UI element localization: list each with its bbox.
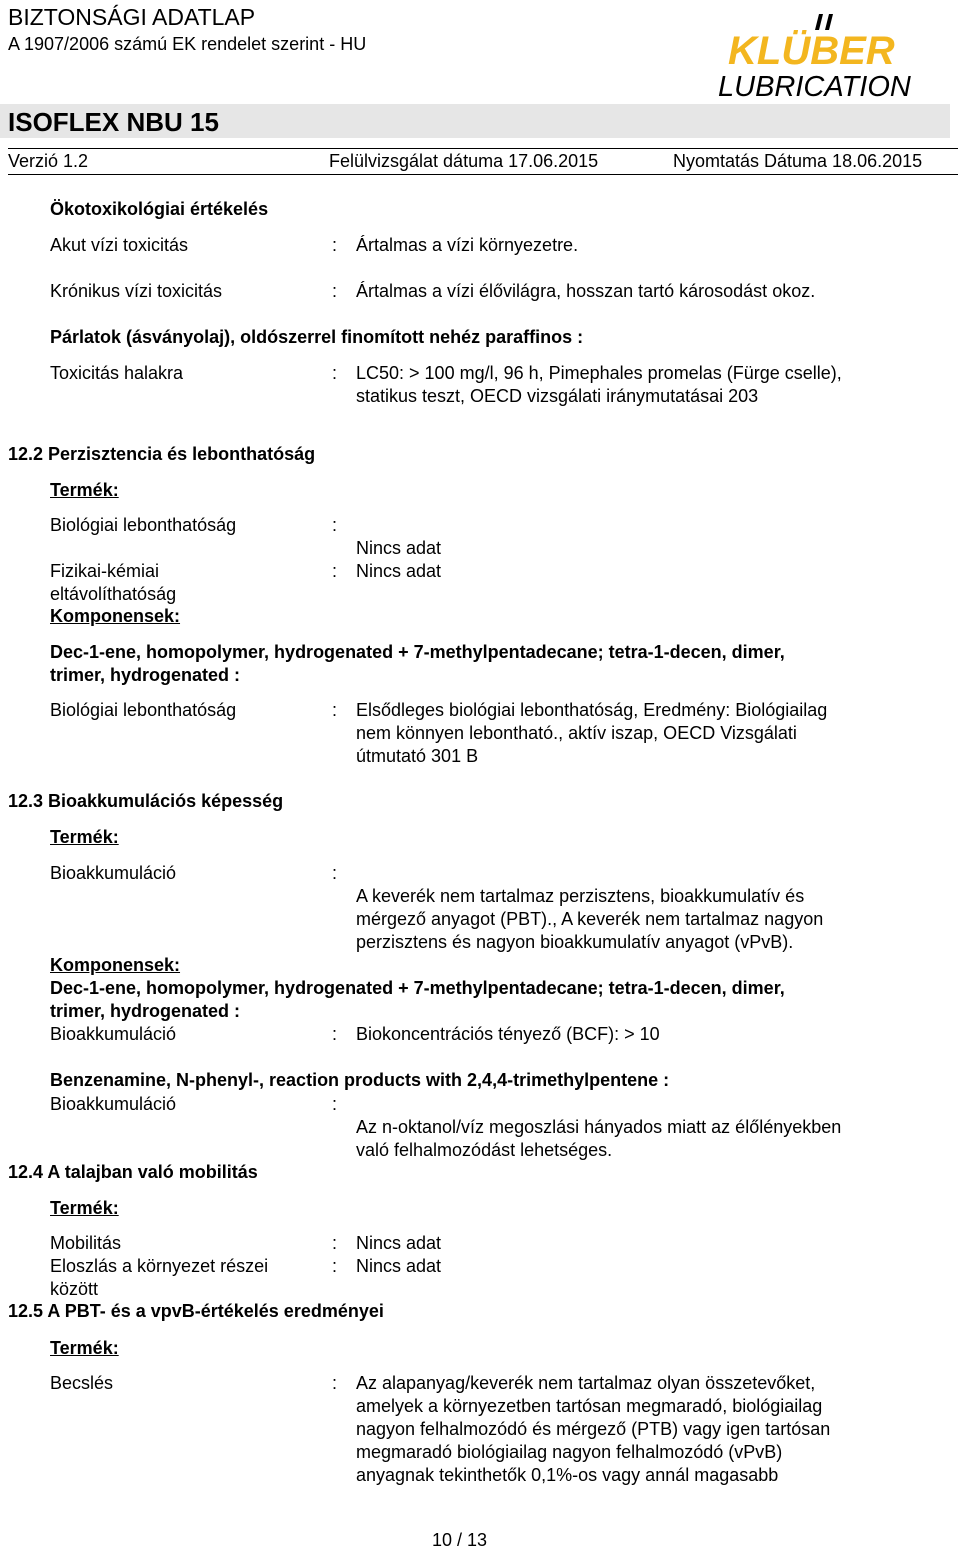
component-name-line-2: trimer, hydrogenated : bbox=[50, 665, 241, 685]
components-label: Komponensek: bbox=[50, 606, 181, 626]
fish-toxicity-value-line-1: LC50: > 100 mg/l, 96 h, Pimephales promelas (Fürge cselle), bbox=[356, 363, 842, 383]
biodegradability-label: Biológiai lebonthatóság bbox=[50, 515, 237, 535]
header-rule-bottom bbox=[8, 174, 958, 175]
colon: : bbox=[332, 363, 338, 383]
assessment-value-line-2: amelyek a környezetben tartósan megmaradó, biológiailag bbox=[356, 1396, 823, 1416]
eco-heading: Ökotoxikológiai értékelés bbox=[50, 199, 269, 219]
colon: : bbox=[332, 1094, 338, 1114]
assessment-label: Becslés bbox=[50, 1373, 114, 1393]
product-label: Termék: bbox=[50, 1338, 119, 1358]
physchem-removal-label-line-1: Fizikai-kémiai bbox=[50, 561, 160, 581]
header-rule-top bbox=[8, 148, 958, 149]
logo-wordmark: KLÜBER bbox=[728, 29, 895, 73]
distribution-label-line-2: között bbox=[50, 1279, 99, 1299]
bioaccumulation-value-line-3: perzisztens és nagyon bioakkumulatív anyagot (vPvB). bbox=[356, 932, 794, 952]
benzenamine-bioaccumulation-value-line-1: Az n-oktanol/víz megoszlási hányados miatt az élőlényekben bbox=[356, 1117, 842, 1137]
component-name-line-1: Dec-1-ene, homopolymer, hydrogenated + 7-methylpentadecane; tetra-1-decen, dimer, bbox=[50, 642, 785, 662]
bioaccumulation-value-line-2: mérgező anyagot (PBT)., A keverék nem tartalmaz nagyon bbox=[356, 909, 824, 929]
benzenamine-bioaccumulation-value-line-2: való felhalmozódást lehetséges. bbox=[356, 1140, 613, 1160]
colon: : bbox=[332, 281, 338, 301]
product-label: Termék: bbox=[50, 827, 119, 847]
component-biodegradability-value-line-1: Elsődleges biológiai lebonthatóság, Eredmény: Biológiailag bbox=[356, 700, 828, 720]
colon: : bbox=[332, 1233, 338, 1253]
colon: : bbox=[332, 1024, 338, 1044]
component-biodegradability-label: Biológiai lebonthatóság bbox=[50, 700, 237, 720]
component-name-benzenamine: Benzenamine, N-phenyl-, reaction products with 2,4,4-trimethylpentene : bbox=[50, 1070, 670, 1090]
component-heading: Párlatok (ásványolaj), oldószerrel finomított nehéz paraffinos : bbox=[50, 327, 584, 347]
colon: : bbox=[332, 561, 338, 581]
colon: : bbox=[332, 700, 338, 720]
print-date: Nyomtatás Dátuma 18.06.2015 bbox=[673, 151, 923, 171]
acute-toxicity-label: Akut vízi toxicitás bbox=[50, 235, 189, 255]
logo-subtext: LUBRICATION bbox=[718, 71, 911, 100]
document-subtitle: A 1907/2006 számú EK rendelet szerint - HU bbox=[8, 34, 367, 54]
component-bioaccumulation-value: Biokoncentrációs tényező (BCF): > 10 bbox=[356, 1024, 660, 1044]
chronic-toxicity-value: Ártalmas a vízi élővilágra, hosszan tartó károsodást okoz. bbox=[356, 281, 816, 301]
colon: : bbox=[332, 1256, 338, 1276]
component-name-line-2: trimer, hydrogenated : bbox=[50, 1001, 241, 1021]
component-biodegradability-value-line-3: útmutató 301 B bbox=[356, 746, 479, 766]
colon: : bbox=[332, 1373, 338, 1393]
colon: : bbox=[332, 235, 338, 255]
bioaccumulation-label: Bioakkumuláció bbox=[50, 863, 177, 883]
section-12-5-heading: 12.5 A PBT- és a vpvB-értékelés eredményei bbox=[8, 1301, 384, 1321]
distribution-value: Nincs adat bbox=[356, 1256, 442, 1276]
bioaccumulation-value-line-1: A keverék nem tartalmaz perzisztens, bioakkumulatív és bbox=[356, 886, 805, 906]
document-title: BIZTONSÁGI ADATLAP bbox=[8, 4, 256, 30]
mobility-value: Nincs adat bbox=[356, 1233, 442, 1253]
section-12-3-heading: 12.3 Bioakkumulációs képesség bbox=[8, 791, 284, 811]
version-label: Verzió 1.2 bbox=[8, 151, 89, 171]
section-12-4-heading: 12.4 A talajban való mobilitás bbox=[8, 1162, 258, 1182]
fish-toxicity-value-line-2: statikus teszt, OECD vizsgálati iránymutatásai 203 bbox=[356, 386, 759, 406]
kluber-lubrication-logo bbox=[708, 10, 953, 100]
component-biodegradability-value-line-2: nem könnyen lebontható., aktív iszap, OECD Vizsgálati bbox=[356, 723, 797, 743]
revision-date: Felülvizsgálat dátuma 17.06.2015 bbox=[329, 151, 599, 171]
colon: : bbox=[332, 863, 338, 883]
page-number: 10 / 13 bbox=[432, 1530, 488, 1550]
chronic-toxicity-label: Krónikus vízi toxicitás bbox=[50, 281, 223, 301]
product-label: Termék: bbox=[50, 480, 119, 500]
product-label: Termék: bbox=[50, 1198, 119, 1218]
assessment-value-line-5: anyagnak tekinthetők 0,1%-os vagy annál magasabb bbox=[356, 1465, 779, 1485]
biodegradability-value: Nincs adat bbox=[356, 538, 442, 558]
colon: : bbox=[332, 515, 338, 535]
distribution-label-line-1: Eloszlás a környezet részei bbox=[50, 1256, 269, 1276]
physchem-removal-label-line-2: eltávolíthatóság bbox=[50, 584, 177, 604]
acute-toxicity-value: Ártalmas a vízi környezetre. bbox=[356, 235, 579, 255]
component-name-line-1: Dec-1-ene, homopolymer, hydrogenated + 7-methylpentadecane; tetra-1-decen, dimer, bbox=[50, 978, 785, 998]
assessment-value-line-1: Az alapanyag/keverék nem tartalmaz olyan összetevőket, bbox=[356, 1373, 816, 1393]
components-label: Komponensek: bbox=[50, 955, 181, 975]
section-12-2-heading: 12.2 Perzisztencia és lebonthatóság bbox=[8, 444, 316, 464]
product-name: ISOFLEX NBU 15 bbox=[8, 107, 219, 137]
benzenamine-bioaccumulation-label: Bioakkumuláció bbox=[50, 1094, 177, 1114]
assessment-value-line-3: nagyon felhalmozódó és mérgező (PTB) vagy igen tartósan bbox=[356, 1419, 831, 1439]
mobility-label: Mobilitás bbox=[50, 1233, 122, 1253]
assessment-value-line-4: megmaradó biológiailag nagyon felhalmozódó (vPvB) bbox=[356, 1442, 783, 1462]
component-bioaccumulation-label: Bioakkumuláció bbox=[50, 1024, 177, 1044]
fish-toxicity-label: Toxicitás halakra bbox=[50, 363, 184, 383]
physchem-removal-value: Nincs adat bbox=[356, 561, 442, 581]
